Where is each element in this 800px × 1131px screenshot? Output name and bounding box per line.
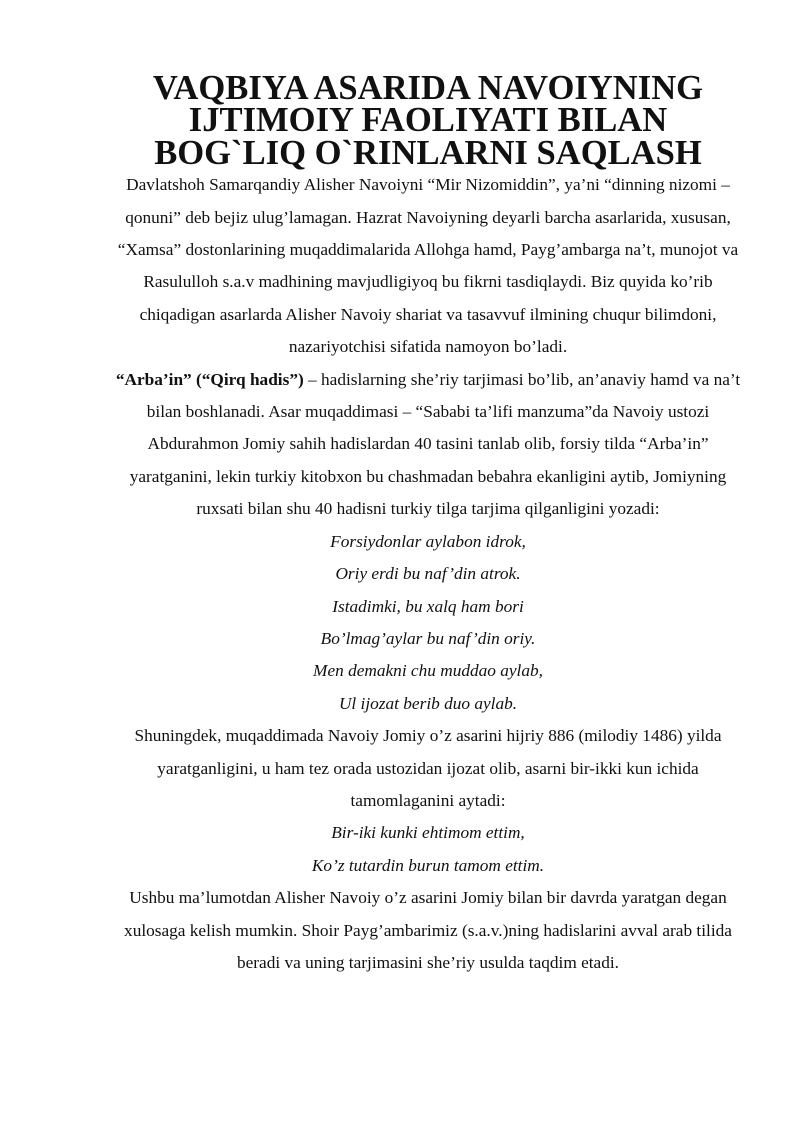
paragraph-intro: Davlatshoh Samarqandiy Alisher Navoiyni “Mir Nizomiddin”, ya’ni “dinning nizomi – qonuni” deb bejiz ulug’lamagan. Hazrat Navoiyning deyarli barcha asarlarida, xususan, “Xamsa” dostonlarining muqaddimalarida Allohga hamd, Payg’ambarga na’t, munojot va Rasululloh s.a.v madhining mavjudligiyoq bu fikrni tasdiqlaydi. Biz quyida ko’rib chiqadigan asarlarda Alisher Navoiy shariat va tasavvuf ilmining chuqur bilimdoni, nazariyotchisi sifatida namoyon bo’ladi.: [117, 175, 739, 357]
document-page: [110, 69, 746, 979]
paragraph-conclusion: Ushbu ma’lumotdan Alisher Navoiy o’z asarini Jomiy bilan bir davrda yaratgan degan xulosaga kelish mumkin. Shoir Payg’ambarimiz (s.a.v.)ning hadislarini avval arab tilida beradi va uning tarjimasini she’riy usulda taqdim etadi.: [124, 888, 732, 972]
verse-line: Forsiydonlar aylabon idrok,: [330, 531, 526, 551]
arbain-lead: “Arba’in” (“Qirq hadis”): [115, 369, 304, 389]
verse-line: Ul ijozat berib duo aylab.: [338, 693, 518, 713]
verse-line: Oriy erdi bu naf’din atrok.: [335, 564, 521, 584]
verse-line: Bir-iki kunki ehtimom ettim,: [331, 823, 525, 843]
title-line-1: VAQBIYA ASARIDA NAVOIYNING IJTIMOIY FAOLIYATI BILAN: [152, 69, 704, 140]
paragraph-muqaddima: Shuningdek, muqaddimada Navoiy Jomiy o’z asarini hijriy 886 (milodiy 1486) yilda yaratganligini, u ham tez orada ustozidan ijozat olib, asarni bir-ikki kun ichida tamomlaganini aytadi:: [134, 726, 722, 810]
verse-line: Bo’lmag’aylar bu naf’din oriy.: [320, 628, 536, 648]
paragraph-arbain: [110, 364, 746, 526]
verse-line: Istadimki, bu xalq ham bori: [332, 596, 524, 616]
verse-line: Ko’z tutardin burun tamom ettim.: [311, 855, 545, 875]
verse-line: Men demakni chu muddao aylab,: [313, 661, 543, 681]
verse-block-1: [110, 526, 746, 720]
document-title: [110, 69, 746, 172]
title-line-2: BOG`LIQ O`RINLARNI SAQLASH: [154, 133, 702, 172]
arbain-text: – hadislarning she’riy tarjimasi bo’lib, an’anaviy hamd va na’t bilan boshlanadi. Asar muqaddimasi – “Sababi ta’lifi manzuma”da Navoiy ustozi Abdurahmon Jomiy sahih hadislardan 40 tasini tanlab olib, forsiy tilda “Arba’in” yaratganini, lekin turkiy kitobxon bu chashmadan bebahra ekanligini aytib, Jomiyning ruxsati bilan shu 40 hadisni turkiy tilga tarjima qilganligini yozadi:: [129, 369, 741, 519]
verse-block-2: [110, 817, 746, 882]
